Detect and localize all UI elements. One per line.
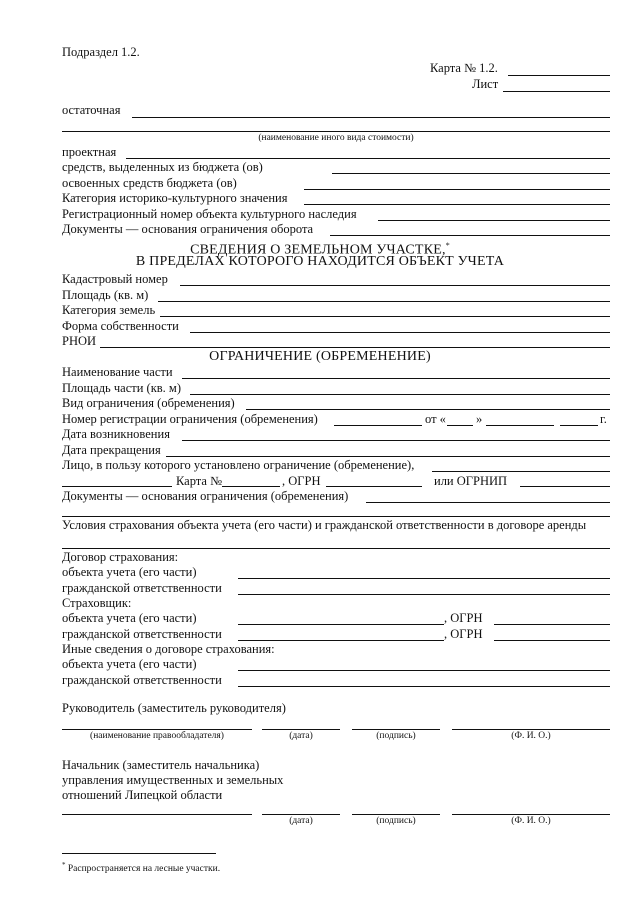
restriction-type-field[interactable]: [246, 409, 610, 410]
other-object-label: объекта учета (его части): [62, 657, 197, 671]
beneficiary-ogrn-label: , ОГРН: [282, 474, 321, 488]
section-divider: [62, 516, 610, 517]
heritage-category-label: Категория историко-культурного значения: [62, 191, 288, 205]
quote-close: »: [476, 412, 483, 426]
other-cost-field[interactable]: [62, 131, 610, 132]
card-label: Карта № 1.2.: [430, 61, 498, 75]
budget-spent-label: освоенных средств бюджета (ов): [62, 176, 237, 190]
land-title-text: СВЕДЕНИЯ О ЗЕМЕЛЬНОМ УЧАСТКЕ,: [190, 242, 446, 258]
chief-label-line2: управления имущественных и земельных: [62, 773, 284, 787]
chief-label-line3: отношений Липецкой области: [62, 788, 223, 802]
beneficiary-field[interactable]: [432, 471, 610, 472]
head-label: Руководитель (заместитель руководителя): [62, 701, 286, 715]
restriction-documents-label: Документы — основания ограничения (обременения): [62, 489, 349, 503]
restriction-type-label: Вид ограничения (обременения): [62, 396, 235, 410]
end-date-field[interactable]: [166, 456, 610, 457]
chief-fullname-caption: (Ф. И. О.): [511, 816, 551, 826]
restriction-day-field[interactable]: [447, 425, 473, 426]
insurer-object-ogrn-field[interactable]: [494, 624, 610, 625]
chief-date-field[interactable]: [262, 814, 340, 815]
contract-liability-field[interactable]: [238, 594, 610, 595]
rnoi-label: РНОИ: [62, 334, 97, 348]
footnote-separator: [62, 853, 216, 854]
start-date-field[interactable]: [182, 440, 610, 441]
insurer-liability-label: гражданской ответственности: [62, 627, 222, 641]
start-date-label: Дата возникновения: [62, 427, 170, 441]
beneficiary-card-field[interactable]: [222, 486, 280, 487]
insurance-conditions-label: Условия страхования объекта учета (его части) и гражданской ответственности в договоре аренды: [62, 518, 587, 532]
contract-object-label: объекта учета (его части): [62, 565, 197, 579]
other-object-field[interactable]: [238, 670, 610, 671]
residual-cost-label: остаточная: [62, 103, 121, 117]
head-signature-caption: (подпись): [376, 731, 416, 741]
card-number-field[interactable]: [508, 75, 610, 76]
restriction-month-field[interactable]: [486, 425, 554, 426]
part-name-label: Наименование части: [62, 365, 173, 379]
design-cost-label: проектная: [62, 145, 117, 159]
budget-allocated-field[interactable]: [332, 173, 610, 174]
sheet-label: Лист: [472, 77, 499, 91]
insurance-conditions-field[interactable]: [62, 548, 610, 549]
head-fullname-field[interactable]: [452, 729, 610, 730]
part-area-label: Площадь части (кв. м): [62, 381, 181, 395]
insurer-liability-ogrn-field[interactable]: [494, 640, 610, 641]
rnoi-field[interactable]: [100, 347, 610, 348]
beneficiary-name-field[interactable]: [62, 486, 172, 487]
restriction-section-title: ОГРАНИЧЕНИЕ (ОБРЕМЕНЕНИЕ): [209, 349, 431, 364]
insurance-contract-label: Договор страхования:: [62, 550, 179, 564]
beneficiary-ogrnip-label: или ОГРНИП: [434, 474, 508, 488]
other-liability-field[interactable]: [238, 686, 610, 687]
ownership-label: Форма собственности: [62, 319, 179, 333]
design-cost-field[interactable]: [126, 158, 610, 159]
land-category-field[interactable]: [160, 316, 610, 317]
land-title-footnote-mark: *: [445, 241, 450, 250]
insurer-object-ogrn-label: , ОГРН: [444, 611, 483, 625]
footnote-mark: *: [62, 861, 66, 869]
end-date-label: Дата прекращения: [62, 443, 161, 457]
beneficiary-label: Лицо, в пользу которого установлено ограничение (обременение),: [62, 458, 415, 472]
beneficiary-ogrn-field[interactable]: [326, 486, 422, 487]
head-signature-field[interactable]: [352, 729, 440, 730]
holder-caption: (наименование правообладателя): [90, 731, 224, 741]
part-area-field[interactable]: [190, 394, 610, 395]
head-date-caption: (дата): [289, 731, 313, 741]
sheet-number-field[interactable]: [503, 91, 610, 92]
land-area-field[interactable]: [158, 301, 610, 302]
restriction-year-field[interactable]: [560, 425, 598, 426]
insurer-object-label: объекта учета (его части): [62, 611, 197, 625]
holder-name-field[interactable]: [62, 729, 252, 730]
beneficiary-card-label: Карта №: [176, 474, 223, 488]
insurer-liability-field[interactable]: [238, 640, 444, 641]
insurer-liability-ogrn-label: , ОГРН: [444, 627, 483, 641]
chief-label-line1: Начальник (заместитель начальника): [62, 758, 260, 772]
from-label: от «: [425, 412, 446, 426]
restriction-reg-number-field[interactable]: [334, 425, 422, 426]
other-cost-caption: (наименование иного вида стоимости): [258, 133, 414, 143]
subsection-label: Подраздел 1.2.: [62, 45, 140, 59]
heritage-reg-number-field[interactable]: [378, 220, 610, 221]
insurer-label: Страховщик:: [62, 596, 132, 610]
restriction-documents-field[interactable]: [366, 502, 610, 503]
part-name-field[interactable]: [182, 378, 610, 379]
contract-liability-label: гражданской ответственности: [62, 581, 222, 595]
footnote: [62, 860, 220, 875]
heritage-reg-number-label: Регистрационный номер объекта культурного наследия: [62, 207, 357, 221]
restriction-reg-number-label: Номер регистрации ограничения (обременения): [62, 412, 318, 426]
heritage-category-field[interactable]: [304, 204, 610, 205]
head-date-field[interactable]: [262, 729, 340, 730]
other-info-label: Иные сведения о договоре страхования:: [62, 642, 275, 656]
ownership-field[interactable]: [190, 332, 610, 333]
chief-date-caption: (дата): [289, 816, 313, 826]
chief-signature-caption: (подпись): [376, 816, 416, 826]
beneficiary-ogrnip-field[interactable]: [520, 486, 610, 487]
chief-name-field[interactable]: [62, 814, 252, 815]
cadastral-field[interactable]: [180, 285, 610, 286]
contract-object-field[interactable]: [238, 578, 610, 579]
other-liability-label: гражданской ответственности: [62, 673, 222, 687]
chief-signature-field[interactable]: [352, 814, 440, 815]
insurer-object-field[interactable]: [238, 624, 444, 625]
year-suffix: г.: [600, 412, 607, 426]
land-section-title-line2: В ПРЕДЕЛАХ КОТОРОГО НАХОДИТСЯ ОБЪЕКТ УЧЕТА: [135, 254, 505, 269]
budget-spent-field[interactable]: [304, 189, 610, 190]
footnote-text: Распространяется на лесные участки.: [67, 864, 221, 875]
chief-fullname-field[interactable]: [452, 814, 610, 815]
land-area-label: Площадь (кв. м): [62, 288, 149, 302]
land-category-label: Категория земель: [62, 303, 156, 317]
cadastral-label: Кадастровый номер: [62, 272, 168, 286]
budget-allocated-label: средств, выделенных из бюджета (ов): [62, 160, 263, 174]
heritage-documents-label: Документы — основания ограничения оборота: [62, 222, 314, 236]
heritage-documents-field[interactable]: [330, 235, 610, 236]
residual-cost-field[interactable]: [132, 117, 610, 118]
head-fullname-caption: (Ф. И. О.): [511, 731, 551, 741]
